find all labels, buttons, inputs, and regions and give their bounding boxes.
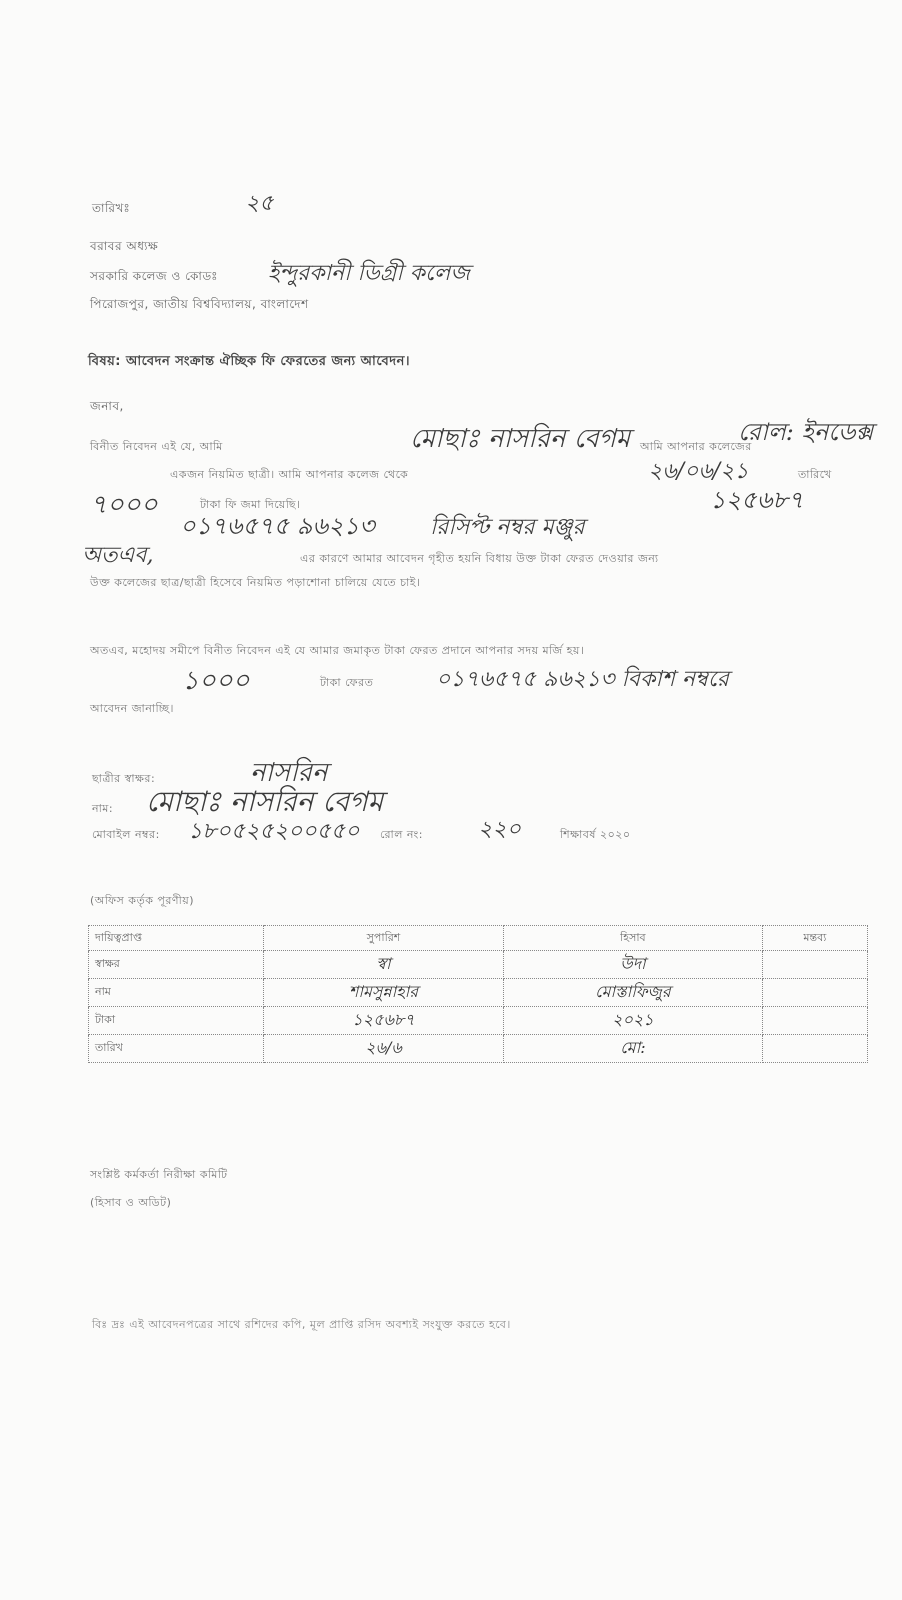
refund-label: টাকা ফেরত <box>320 676 374 689</box>
receipt-number-handwritten: ১২৫৬৮৭ <box>710 486 804 514</box>
roll-label: রোল নং: <box>380 828 423 841</box>
approval-table <box>88 925 868 1063</box>
date-label: তারিখঃ <box>92 201 131 215</box>
student-name-handwritten: মোছাঃ নাসরিন বেগম <box>410 424 631 454</box>
amount-handwritten: ৭০০০ <box>90 490 158 520</box>
table-cell: মো: <box>504 1035 763 1063</box>
signature-label: ছাত্রীর স্বাক্ষর: <box>92 772 156 785</box>
body-line-3: টাকা ফি জমা দিয়েছি। <box>200 498 301 511</box>
college-name-handwritten: ইন্দুরকানী ডিগ্রী কলেজ <box>268 261 470 286</box>
table-cell <box>762 951 867 979</box>
recipient-line-2-label: সরকারি কলেজ ও কোডঃ <box>90 269 219 283</box>
table-cell: ১২৫৬৮৭ <box>263 1007 503 1035</box>
table-row <box>89 1007 868 1035</box>
session-label: শিক্ষাবর্ষ ২০২০ <box>560 828 631 841</box>
table-cell: নাম <box>89 979 264 1007</box>
table-header-cell: সুপারিশ <box>263 926 503 951</box>
signature-handwritten: নাসরিন <box>250 758 328 788</box>
phone-handwritten: ০১৭৬৫৭৫ ৯৬২১৩ <box>180 512 375 540</box>
extra-handwritten-note: অতএব, <box>82 543 154 568</box>
mobile-handwritten: ১৮০৫২৫২০০৫৫০ <box>188 819 360 844</box>
body-line-2: একজন নিয়মিত ছাত্রী। আমি আপনার কলেজ থেকে <box>170 468 409 481</box>
officer-line-2: (হিসাব ও অডিট) <box>90 1196 172 1209</box>
mobile-label: মোবাইল নম্বর: <box>92 828 160 841</box>
body-line-1: বিনীত নিবেদন এই যে, আমি <box>90 440 223 453</box>
table-row <box>89 979 868 1007</box>
footnote: বিঃ দ্রঃ এই আবেদনপত্রের সাথে রশিদের কপি, মূল প্রাপ্তি রসিদ অবশ্যই সংযুক্ত করতে হবে। <box>92 1318 511 1331</box>
officer-line-1: সংশ্লিষ্ট কর্মকর্তা নিরীক্ষা কমিটি <box>90 1168 228 1181</box>
body-line-5: উক্ত কলেজের ছাত্র/ছাত্রী হিসেবে নিয়মিত পড়াশোনা চালিয়ে যেতে চাই। <box>90 576 421 589</box>
table-cell: টাকা <box>89 1007 264 1035</box>
roll-handwritten: রোল: ইনডেক্স <box>738 418 874 446</box>
table-cell <box>762 1035 867 1063</box>
table-header-cell: হিসাব <box>504 926 763 951</box>
deposit-date-handwritten: ২৬/০৬/২১ <box>648 459 749 484</box>
table-cell: উদা <box>504 951 763 979</box>
table-cell <box>762 1007 867 1035</box>
table-row <box>89 951 868 979</box>
refund-account-handwritten: ০১৭৬৫৭৫ ৯৬২১৩ বিকাশ নম্বরে <box>436 667 729 692</box>
body-line-1b: আমি আপনার কলেজের <box>640 440 752 453</box>
closing-line: আবেদন জানাচ্ছি। <box>90 702 174 715</box>
body-line-2b: তারিখে <box>798 468 832 481</box>
table-cell: তারিখ <box>89 1035 264 1063</box>
body-para-2: অতএব, মহোদয় সমীপে বিনীত নিবেদন এই যে আমার জমাকৃত টাকা ফেরত প্রদানে আপনার সদয় মর্জি হয়। <box>90 644 585 657</box>
approval-table-header <box>89 926 868 951</box>
table-cell: স্বাক্ষর <box>89 951 264 979</box>
bank-info-handwritten: রিসিপ্ট নম্বর মঞ্জুর <box>430 515 585 540</box>
table-cell: স্বা <box>263 951 503 979</box>
name-label: নাম: <box>92 802 114 815</box>
body-line-4: এর কারণে আমার আবেদন গৃহীত হয়নি বিধায় উক্ত টাকা ফেরত দেওয়ার জন্য <box>300 552 659 565</box>
recipient-line-3: পিরোজপুর, জাতীয় বিশ্ববিদ্যালয়, বাংলাদেশ <box>90 297 309 311</box>
table-cell <box>762 979 867 1007</box>
signoff-name-handwritten: মোছাঃ নাসরিন বেগম <box>146 785 384 818</box>
roll-number-handwritten: ২২০ <box>478 817 521 842</box>
salutation: জনাব, <box>90 399 124 413</box>
refund-amount-handwritten: ১০০০ <box>182 666 250 696</box>
date-value-handwritten: ২৫ <box>245 191 274 216</box>
table-header-cell: দায়িত্বপ্রাপ্ত <box>89 926 264 951</box>
recipient-line-1: বরাবর অধ্যক্ষ <box>90 239 159 253</box>
subject-line: বিষয়: আবেদন সংক্রান্ত ঐচ্ছিক ফি ফেরতের জন্য আবেদন। <box>88 354 411 369</box>
table-cell: ২৬/৬ <box>263 1035 503 1063</box>
table-cell: ২০২১ <box>504 1007 763 1035</box>
table-cell: শামসুন্নাহার <box>263 979 503 1007</box>
office-use-note: (অফিস কর্তৃক পূরণীয়) <box>90 894 194 907</box>
table-header-cell: মন্তব্য <box>762 926 867 951</box>
table-row <box>89 1035 868 1063</box>
table-cell: মোস্তাফিজুর <box>504 979 763 1007</box>
